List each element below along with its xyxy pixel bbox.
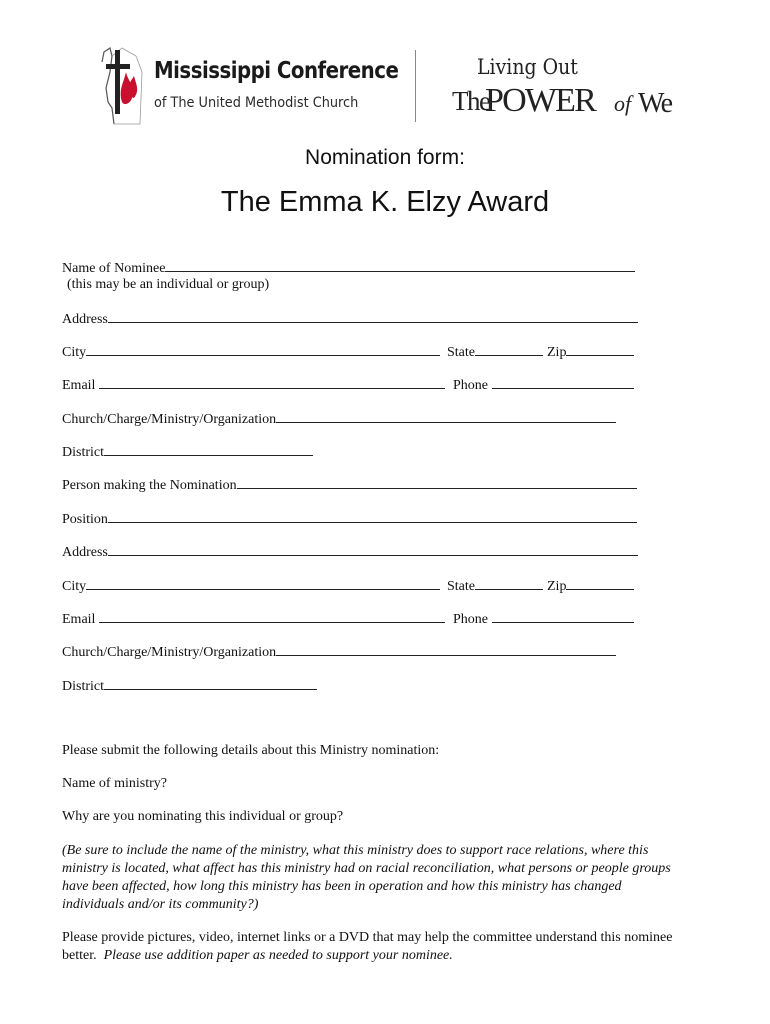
nominator-phone-field[interactable] [492,609,634,623]
nominee-city-row [62,342,662,360]
nominee-email-label: Email [62,378,96,393]
nominator-phone-label: Phone [453,612,488,627]
closing-better: better. [62,948,97,963]
question-why-nominate: Why are you nominating this individual or group? [62,809,344,824]
nominator-zip-field[interactable] [566,576,634,590]
nominator-email-row [62,609,662,627]
tagline-living-out: Living Out [477,55,578,79]
tagline-of: of [614,91,632,116]
nominee-state-field[interactable] [475,342,543,356]
nominee-name-row [62,258,635,278]
nominator-address-field[interactable] [108,542,638,556]
nominee-church-row [62,409,616,429]
nominee-name-field[interactable] [165,258,635,272]
help-text-line-4: individuals and/or its community?) [62,897,259,912]
nominee-zip-field[interactable] [566,342,634,356]
closing-line-1: Please provide pictures, video, internet links or a DVD that may help the committee understand this nominee [62,930,673,945]
nominee-zip-label: Zip [547,345,567,360]
nominator-state-field[interactable] [475,576,543,590]
nominator-address-label: Address [62,545,108,560]
nominee-district-label: District [62,445,104,460]
nominee-city-field[interactable] [86,342,440,356]
nominator-city-label: City [62,579,87,594]
tagline-the: The [452,86,490,116]
nominator-email-label: Email [62,612,96,627]
nominator-zip-label: Zip [547,579,567,594]
nominee-phone-label: Phone [453,378,488,393]
nominee-district-row [62,442,313,462]
cross-and-flame-logo [92,42,148,128]
help-text-line-1: (Be sure to include the name of the ministry, what this ministry does to support race relations, where this [62,843,649,858]
help-text-line-2: ministry is located, what affect has this ministry had on racial reconciliation, what persons or people groups [62,861,671,876]
nominator-district-row [62,676,317,696]
nominator-name-label: Person making the Nomination [62,478,237,493]
nominator-church-row [62,642,616,662]
nominator-address-row [62,542,638,562]
nominator-email-field[interactable] [99,609,445,623]
nominator-city-row [62,576,662,594]
nominee-address-label: Address [62,312,108,327]
nominator-position-row [62,509,637,529]
org-subtitle: of The United Methodist Church [154,95,359,111]
details-intro: Please submit the following details about this Ministry nomination: [62,743,440,758]
nominator-position-label: Position [62,512,108,527]
nominee-phone-field[interactable] [492,375,634,389]
question-help-text [62,842,726,914]
nominee-name-label: Name of Nominee [62,261,166,276]
tagline-we: We [638,88,672,119]
nominee-city-label: City [62,345,87,360]
nominator-state-label: State [447,579,475,594]
nominee-district-field[interactable] [104,442,313,456]
nominator-name-field[interactable] [237,475,637,489]
nominee-address-field[interactable] [108,309,638,323]
nominee-church-label: Church/Charge/Ministry/Organization [62,412,277,427]
question-ministry-name: Name of ministry? [62,776,167,791]
nominee-address-row [62,309,638,329]
help-text-line-3: have been affected, how long this ministry has been in operation and how this ministry has changed [62,879,622,894]
nominee-email-field[interactable] [99,375,445,389]
document-header [0,0,770,140]
form-title: The Emma K. Elzy Award [220,186,550,218]
nominator-church-label: Church/Charge/Ministry/Organization [62,645,277,660]
nominator-district-label: District [62,679,104,694]
tagline-power: POWER [485,82,596,119]
nominator-name-row [62,475,637,495]
header-divider [415,50,416,122]
nominator-church-field[interactable] [276,642,616,656]
nominee-church-field[interactable] [276,409,616,423]
form-subtitle: Nomination form: [305,146,465,169]
closing-note: Please use addition paper as needed to support your nominee. [103,948,453,963]
nominee-hint: (this may be an individual or group) [67,277,270,292]
nominator-position-field[interactable] [108,509,637,523]
nominator-district-field[interactable] [104,676,317,690]
closing-line-2 [62,947,726,965]
nominee-email-row [62,375,662,393]
closing-paragraph [62,929,726,965]
nominee-state-label: State [447,345,475,360]
nominator-city-field[interactable] [86,576,440,590]
org-name: Mississippi Conference [154,58,399,84]
